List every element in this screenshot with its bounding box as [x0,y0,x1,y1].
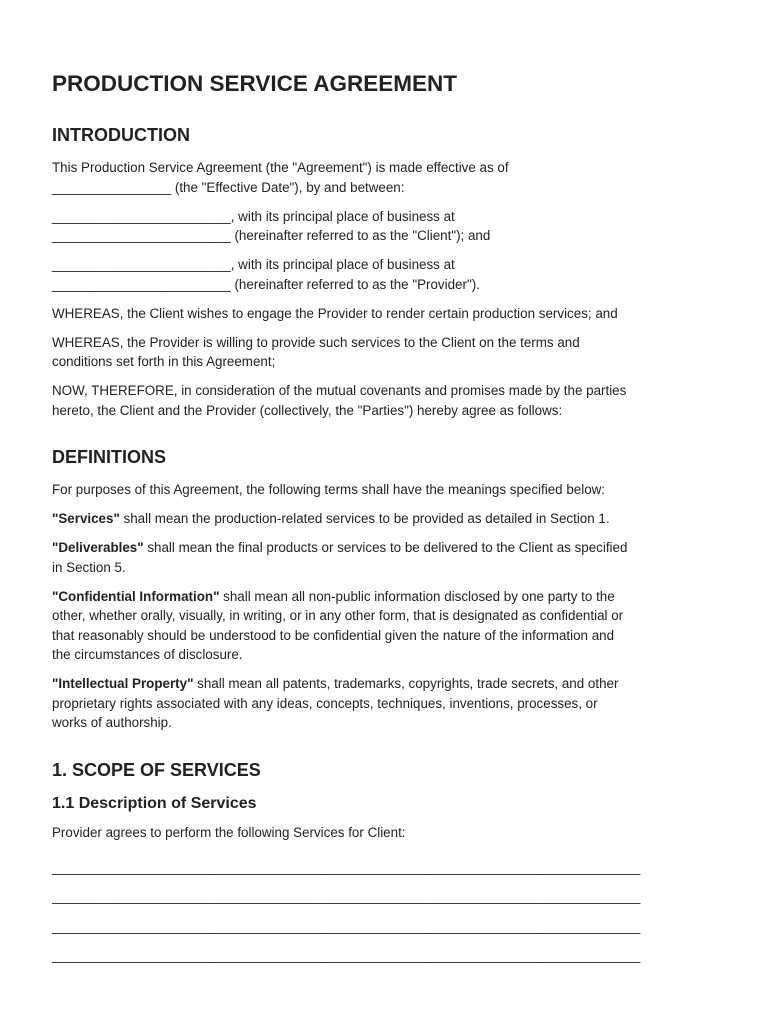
services-blank-line[interactable]: _______________________________________________________________________________ [52,889,641,904]
definition-term: "Deliverables" [52,540,144,555]
scope-of-services-heading: 1. SCOPE OF SERVICES [52,759,261,780]
scope-intro: Provider agrees to perform the following Services for Client: [52,824,406,840]
agreement-document [52,68,722,976]
intro-whereas-client-paragraph: WHEREAS, the Client wishes to engage the Provider to render certain production services; and [52,305,618,321]
definitions-heading: DEFINITIONS [52,447,167,467]
services-blank-line[interactable]: _______________________________________________________________________________ [52,948,641,963]
definition-intellectual-property: "Intellectual Property" shall mean all patents, trademarks, copyrights, trade secrets, and other proprietary rights associated with any ideas, concepts, techniques, inventions, processes, or works of authorship. [52,676,619,730]
definition-deliverables: "Deliverables" shall mean the final products or services to be delivered to the Client as specified in Section 5. [52,540,628,575]
document-title: PRODUCTION SERVICE AGREEMENT [52,71,458,96]
services-blank-line[interactable]: _______________________________________________________________________________ [52,918,641,934]
intro-effective-date-paragraph: This Production Service Agreement (the "Agreement") is made effective as of ________________ (the "Effective Date"), by and between: [52,160,509,195]
services-blank-line[interactable]: _______________________________________________________________________________ [52,859,641,875]
intro-provider-paragraph: ________________________, with its principal place of business at ________________________ (hereinafter referred to as the "Provider"). [52,257,480,292]
introduction-heading: INTRODUCTION [52,125,190,145]
intro-client-paragraph: ________________________, with its principal place of business at ________________________ (hereinafter referred to as the "Client"); and [52,208,491,243]
definitions-intro: For purposes of this Agreement, the following terms shall have the meanings specified below: [52,482,606,497]
definition-term: "Intellectual Property" [52,676,194,691]
description-of-services-subheading: 1.1 Description of Services [52,794,257,812]
intro-now-therefore-paragraph: NOW, THEREFORE, in consideration of the mutual covenants and promises made by the parties hereto, the Client and the Provider (collectively, the "Parties") hereby agree as follows: [52,383,627,418]
definition-term: "Confidential Information" [52,588,220,604]
definition-services: "Services" shall mean the production-related services to be provided as detailed in Section 1. [52,511,610,526]
definition-confidential-information: "Confidential Information" shall mean all non-public information disclosed by one party to the other, whether orally, visually, in writing, or in any other form, that is designated as confidential or that reasonably should be understood to be confidential given the nature of the information and the circumstances of disclosure. [52,588,624,662]
intro-whereas-provider-paragraph: WHEREAS, the Provider is willing to provide such services to the Client on the terms and conditions set forth in this Agreement; [52,334,580,369]
definition-term: "Services" [52,511,120,526]
